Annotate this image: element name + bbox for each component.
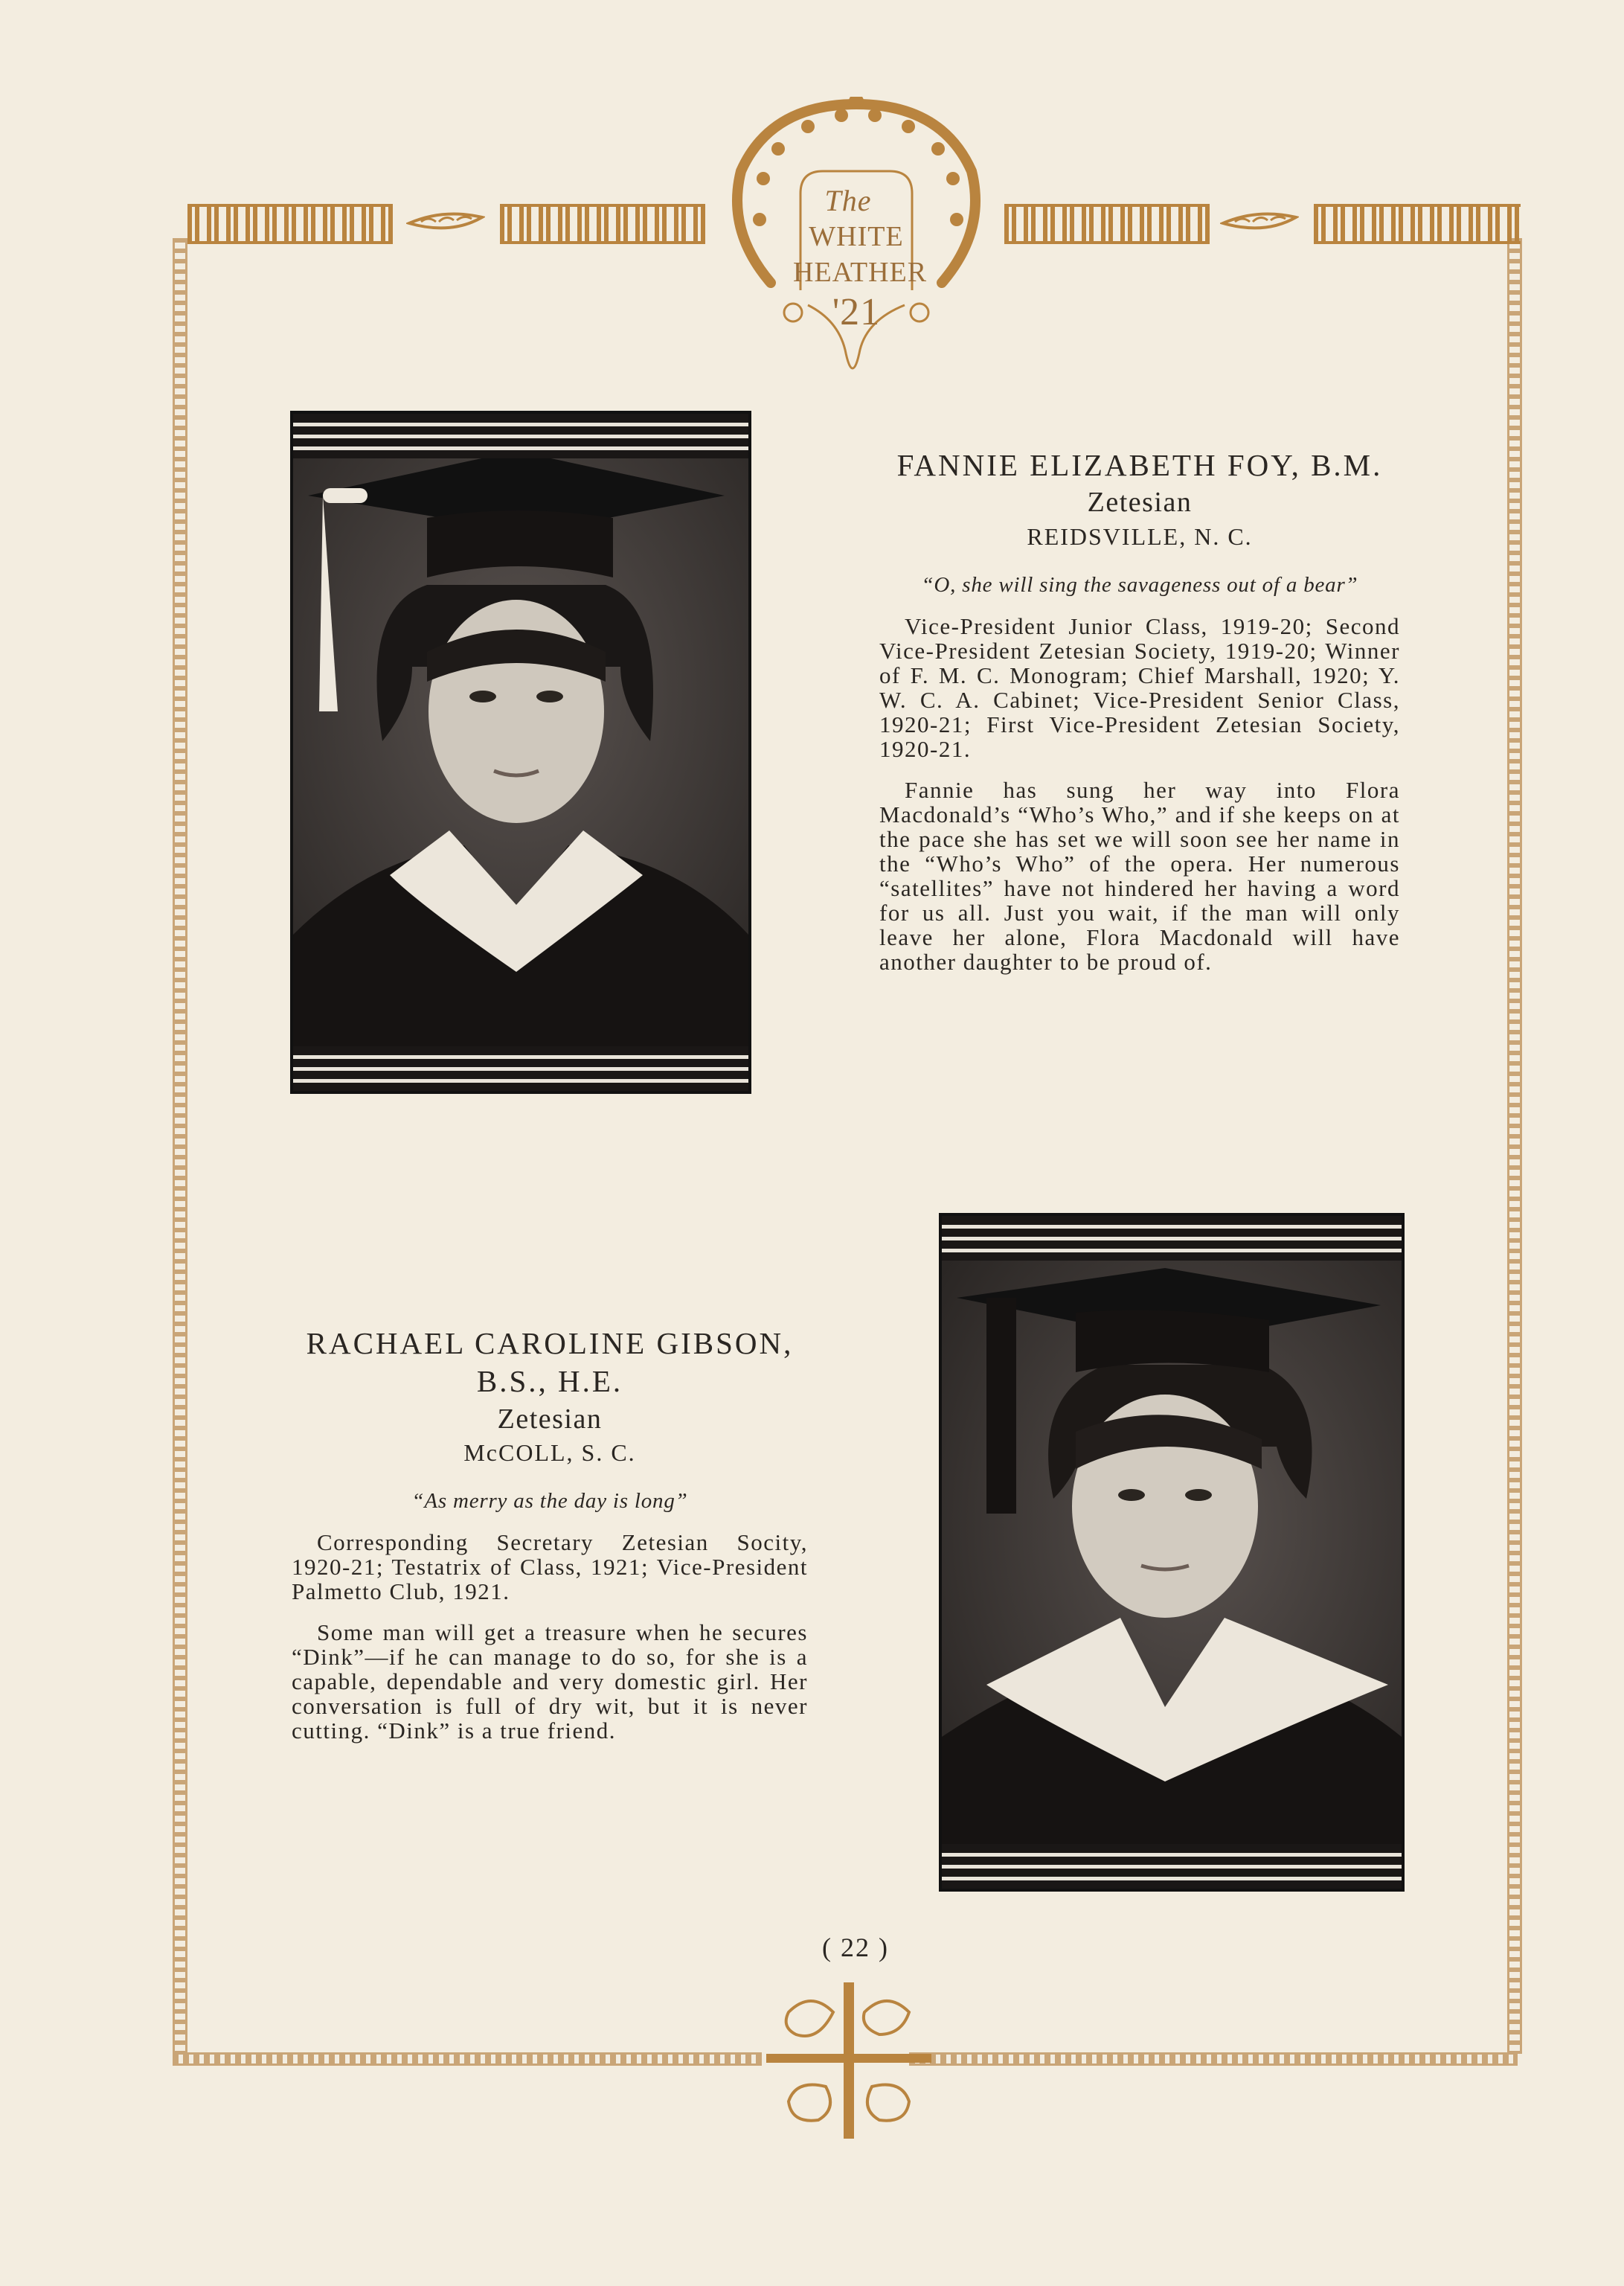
header-ornament-band [500, 204, 705, 244]
header-ornament-band [1004, 204, 1210, 244]
header-ornament-band [1314, 204, 1521, 244]
student-name: FANNIE ELIZABETH FOY, B.M. [896, 448, 1383, 482]
emblem-heather-text: HEATHER [793, 257, 928, 288]
photo-frame-bars [942, 1216, 1402, 1261]
emblem-year-text: '21 [832, 291, 881, 333]
senior-entry [879, 446, 1400, 974]
page-border-right [1507, 238, 1522, 2054]
floral-cross-ornament-icon [766, 1982, 931, 2139]
emblem-the-text: The [824, 184, 872, 217]
hometown: McCOLL, S. C. [463, 1438, 636, 1466]
page-border-bottom-left [173, 2052, 762, 2066]
page-border-bottom-right [909, 2052, 1518, 2066]
honors-paragraph: Vice-President Junior Class, 1919-20; Second Vice-President Zetesian Society, 1919-20; Winner of F. M. C. Monogram; Chief Marshall, 1920; Y. W. C. A. Cabinet; Vice-President Senior Class, 1920-21; First Vice-President Zetesian Society, 1920-21. [879, 613, 1400, 763]
laurel-ornament-icon [1220, 207, 1299, 237]
student-name: RACHAEL CAROLINE GIBSON, [306, 1326, 794, 1360]
hometown: REIDSVILLE, N. C. [1027, 522, 1253, 550]
page-border-left [173, 238, 187, 2054]
society-name: Zetesian [497, 1403, 603, 1435]
graduate-portrait-icon [293, 458, 748, 1046]
society-name: Zetesian [1087, 487, 1193, 519]
description-paragraph: Some man will get a treasure when he secures “Dink”—if he can manage to do so, for she is a capable, dependable and very domestic girl. Her conversation is full of dry wit, but it is never cutting. “Dink” is a true friend. [292, 1619, 808, 1744]
header-ornament-band [187, 204, 393, 244]
portrait-photo [290, 411, 751, 1094]
photo-frame-bars [293, 414, 748, 458]
graduate-portrait-icon [942, 1261, 1402, 1844]
photo-frame-bars [293, 1046, 748, 1091]
quote: “As merry as the day is long” [411, 1489, 688, 1514]
page-number: ( 22 ) [822, 1933, 889, 1962]
student-degree: B.S., H.E. [476, 1364, 623, 1399]
honors-paragraph: Corresponding Secretary Zetesian Socity, 1920-21; Testatrix of Class, 1921; Vice-President Palmetto Club, 1921. [292, 1529, 808, 1605]
photo-frame-bars [942, 1844, 1402, 1889]
emblem-white-text: WHITE [809, 221, 904, 252]
quote: “O, she will sing the savageness out of a bear” [921, 573, 1358, 598]
senior-entry [292, 1325, 808, 1743]
portrait-photo [939, 1213, 1405, 1892]
laurel-ornament-icon [406, 207, 485, 237]
description-paragraph: Fannie has sung her way into Flora Macdonald’s “Who’s Who,” and if she keeps on at the pace she has set we will soon see her name in the “Who’s Who” of the opera. Her numerous “satellites” have not hindered her having a word for us all. Just you wait, if the man will only leave her alone, Flora Macdonald will have another daughter to be proud of. [879, 777, 1400, 976]
